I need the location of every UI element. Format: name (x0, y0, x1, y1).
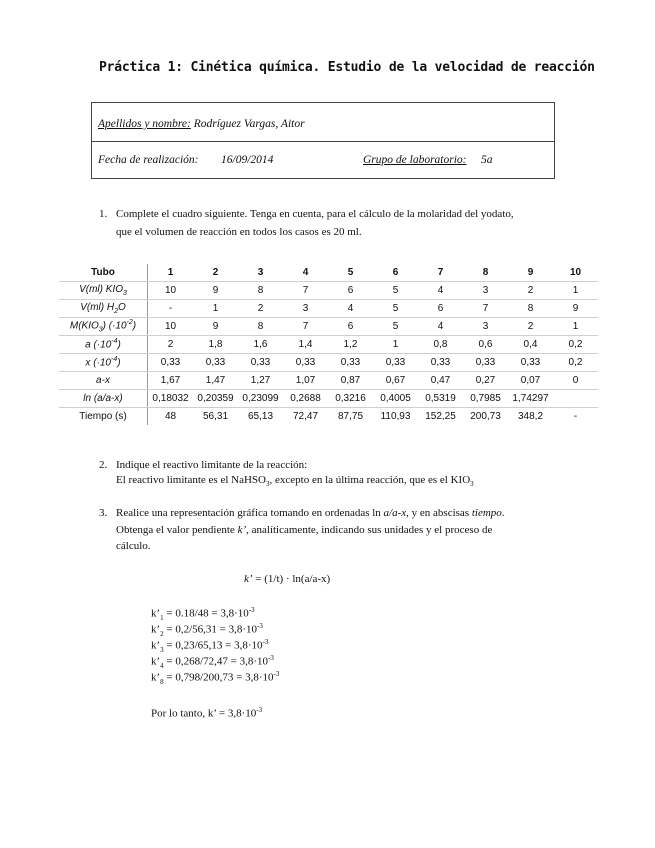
table-cell: 348,2 (517, 411, 544, 422)
table-cell: 0,4005 (373, 390, 418, 408)
table-cell: 1 (553, 282, 598, 300)
calc-line: $k’_2 = 0,2/56,31 = 3,8\cdot 10^{-3}$ (151, 622, 263, 638)
table-cell: 0,27 (463, 372, 508, 390)
table-cell: 3 (463, 318, 508, 336)
table-row (59, 300, 598, 318)
group-label: Grupo de laboratorio: (363, 154, 467, 166)
rate-formula: k’ = (1/t) · ln(a/a-x) (244, 573, 331, 585)
table-cell: 0,47 (418, 372, 463, 390)
table-cell: 1 (373, 336, 418, 354)
row-label: Tiempo (s) (59, 408, 148, 426)
info-divider (92, 141, 554, 142)
table-cell: 2 (508, 318, 553, 336)
table-cell: 0,87 (328, 372, 373, 390)
row-label: V(ml) $KIO_3$ (59, 282, 148, 300)
table-cell: 0,67 (373, 372, 418, 390)
question-3-number: 3. (99, 507, 108, 519)
table-cell: 10 (553, 264, 598, 282)
table-cell: 1 (148, 264, 194, 282)
group-value: 5a (481, 154, 493, 166)
table-cell: 0,07 (508, 372, 553, 390)
table-cell: 2 (238, 300, 283, 318)
question-1-line-2: que el volumen de reacción en todos los casos es 20 ml. (116, 226, 362, 238)
table-cell (553, 390, 598, 408)
table-cell: 1,74297 (508, 390, 553, 408)
calc-line: $k’_1 = 0.18/48 = 3,8\cdot 10^{-3}$ (151, 606, 255, 622)
table-cell: 9 (508, 264, 553, 282)
table-cell: 1,4 (283, 336, 328, 354)
table-row (59, 372, 598, 390)
table-cell: 0,33 (463, 354, 508, 372)
name-label: Apellidos y nombre: (98, 118, 191, 130)
table-cell: 5 (373, 318, 418, 336)
table-cell: 5 (328, 264, 373, 282)
table-cell: 0,7985 (463, 390, 508, 408)
row-label: a $(\cdot 10^{-4})$ (59, 336, 148, 354)
table-row (59, 318, 598, 336)
results-table (59, 264, 598, 425)
table-cell: - (573, 411, 578, 422)
table-cell: 72,47 (292, 411, 319, 422)
question-2-line-1: Indique el reactivo limitante de la reacción: (116, 459, 308, 471)
table-cell: 9 (553, 300, 598, 318)
table-cell: 0,2688 (283, 390, 328, 408)
table-cell: 6 (373, 264, 418, 282)
page-title: Práctica 1: Cinética química. Estudio de la velocidad de reacción (99, 60, 595, 75)
row-label: Tubo (59, 264, 148, 282)
name-value: Rodríguez Vargas, Aitor (193, 118, 305, 130)
row-label: ln (a/a-x) (59, 390, 148, 408)
calc-line: $k’_4 = 0,268/72,47 = 3,8\cdot 10^{-3}$ (151, 654, 274, 670)
table-cell: 1,8 (193, 336, 238, 354)
table-row (59, 354, 598, 372)
table-cell: 5 (373, 300, 418, 318)
table-cell: 4 (328, 300, 373, 318)
table-cell: 0,33 (328, 354, 373, 372)
table-cell: 0,33 (148, 354, 194, 372)
row-label: V(ml) $H_2O$ (59, 300, 148, 318)
table-cell: 9 (193, 318, 238, 336)
table-cell: 8 (238, 282, 283, 300)
table-cell: 7 (283, 318, 328, 336)
table-cell: 4 (418, 318, 463, 336)
table-row (59, 408, 598, 426)
table-cell: 8 (463, 264, 508, 282)
table-cell: 10 (148, 282, 194, 300)
question-3-line-3: cálculo. (116, 540, 151, 552)
table-cell: 1,27 (238, 372, 283, 390)
table-row (59, 336, 598, 354)
table-cell: 10 (148, 318, 194, 336)
table-cell: 2 (148, 336, 194, 354)
row-label: $M(KIO_3)$ $(\cdot 10^{-2})$ (59, 318, 148, 336)
row-label: x $(\cdot 10^{-4})$ (59, 354, 148, 372)
table-cell: 200,73 (470, 411, 501, 422)
table-cell: 3 (283, 300, 328, 318)
table-cell: 87,75 (337, 411, 364, 422)
table-cell: 1,07 (283, 372, 328, 390)
table-cell: 9 (193, 282, 238, 300)
table-cell: 4 (283, 264, 328, 282)
question-1-line-1: Complete el cuadro siguiente. Tenga en cuenta, para el cálculo de la molaridad del yodato, (116, 208, 514, 220)
table-cell: 0,33 (193, 354, 238, 372)
table-cell: 1,6 (238, 336, 283, 354)
table-cell: 152,25 (425, 411, 456, 422)
table-cell: 56,31 (202, 411, 229, 422)
table-cell: 0 (553, 372, 598, 390)
question-2-number: 2. (99, 459, 108, 471)
table-cell: 0,33 (373, 354, 418, 372)
table-cell: 0,23099 (238, 390, 283, 408)
table-cell: 0,33 (508, 354, 553, 372)
student-info-box (91, 102, 555, 179)
date-value: 16/09/2014 (221, 154, 274, 166)
table-cell: 6 (328, 282, 373, 300)
table-cell: 0,3216 (328, 390, 373, 408)
table-cell: 65,13 (247, 411, 274, 422)
date-label: Fecha de realización: (98, 154, 199, 166)
table-cell: 0,20359 (193, 390, 238, 408)
table-cell: 1,47 (193, 372, 238, 390)
table-cell: 6 (418, 300, 463, 318)
table-cell: 6 (328, 318, 373, 336)
table-cell: 0,33 (238, 354, 283, 372)
table-cell: 8 (508, 300, 553, 318)
question-3-line-2: Obtenga el valor pendiente k’, analíticamente, indicando sus unidades y el proceso de (116, 524, 493, 536)
table-row (59, 264, 598, 282)
question-3-line-1: Realice una representación gráfica tomando en ordenadas ln a/a-x, y en abscisas tiempo. (116, 507, 505, 519)
table-cell: 0,2 (553, 336, 598, 354)
table-cell: 1,2 (328, 336, 373, 354)
table-cell: 2 (508, 282, 553, 300)
question-2-answer: El reactivo limitante es el NaHSO$_3$, excepto en la última reacción, que es el $KIO_3$ (116, 474, 474, 489)
table-cell: 0,5319 (418, 390, 463, 408)
table-cell: 1 (193, 300, 238, 318)
name-line (98, 118, 305, 130)
table-cell: 0,2 (553, 354, 598, 372)
table-cell: 48 (164, 411, 177, 422)
row-label: a-x (59, 372, 148, 390)
table-row (59, 390, 598, 408)
table-cell: 0,4 (508, 336, 553, 354)
table-cell: - (148, 300, 194, 318)
table-cell: 0,6 (463, 336, 508, 354)
calc-line: $k’_3 = 0,23/65,13 = 3,8\cdot 10^{-3}$ (151, 638, 269, 654)
table-cell: 7 (463, 300, 508, 318)
table-cell: 3 (238, 264, 283, 282)
table-cell: 7 (418, 264, 463, 282)
table-cell: 0,8 (418, 336, 463, 354)
table-cell: 0,18032 (148, 390, 194, 408)
table-cell: 5 (373, 282, 418, 300)
calc-line: $k’_8 = 0,798/200,73 = 3,8\cdot 10^{-3}$ (151, 670, 280, 686)
table-cell: 8 (238, 318, 283, 336)
table-row (59, 282, 598, 300)
table-cell: 1 (553, 318, 598, 336)
table-cell: 0,33 (283, 354, 328, 372)
question-1-number: 1. (99, 208, 108, 220)
table-cell: 110,93 (380, 411, 411, 422)
table-cell: 0,33 (418, 354, 463, 372)
table-cell: 2 (193, 264, 238, 282)
table-cell: 7 (283, 282, 328, 300)
table-cell: 3 (463, 282, 508, 300)
table-cell: 4 (418, 282, 463, 300)
conclusion: Por lo tanto, k’ = $3,8\cdot 10^{-3}$ (151, 706, 263, 720)
table-cell: 1,67 (148, 372, 194, 390)
